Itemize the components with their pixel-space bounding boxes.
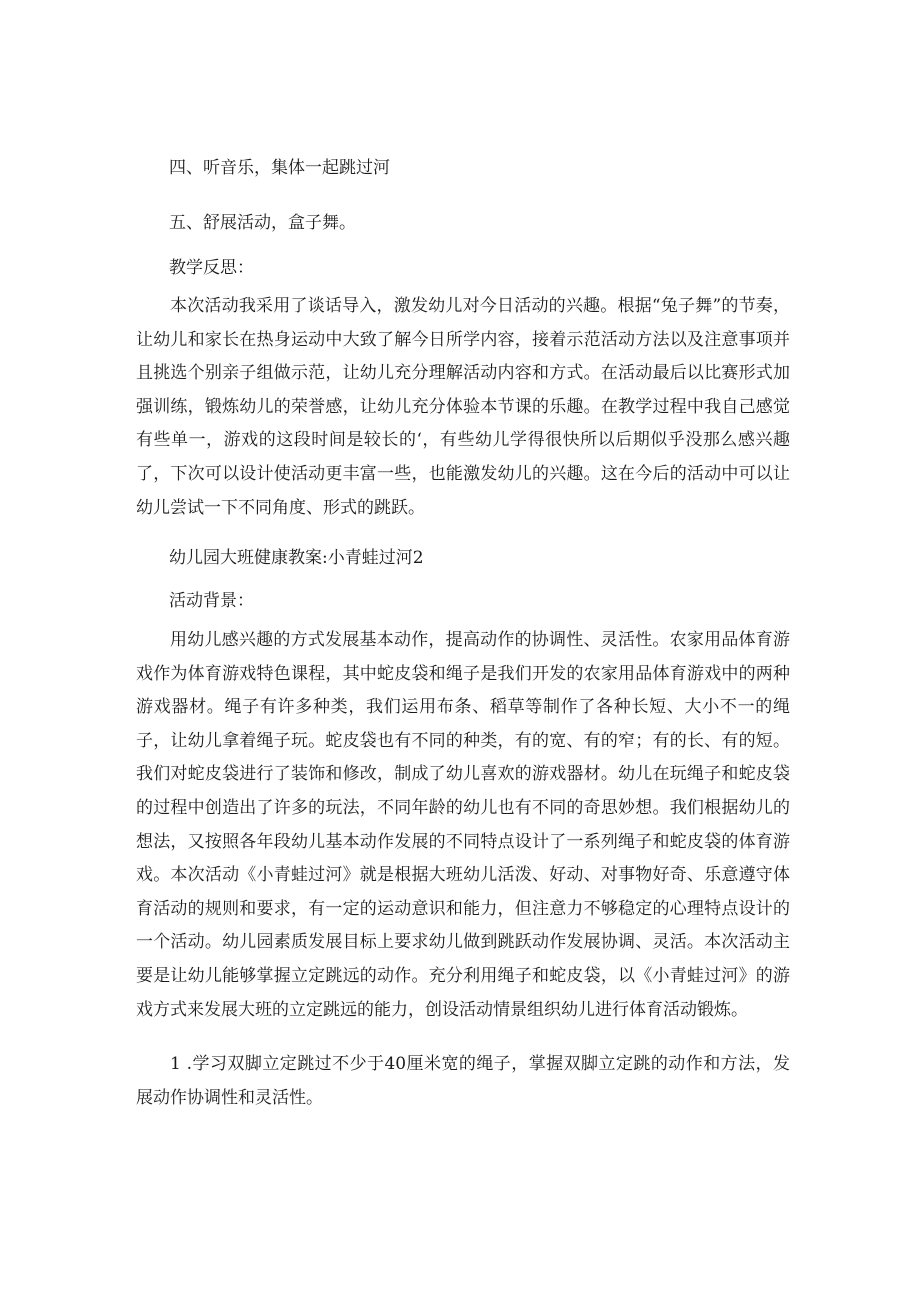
background-heading: 活动背景： bbox=[169, 591, 254, 611]
lesson-title: 幼儿园大班健康教案:小青蛙过河2 bbox=[169, 548, 424, 568]
background-paragraph: 用幼儿感兴趣的方式发展基本动作，提高动作的协调性、灵活性。农家用品体育游戏作为体育游戏特色课程，其中蛇皮袋和绳子是我们开发的农家用品体育游戏中的两种游戏器材。绳子有许多种类，我们运用布条、稻草等制作了各种长短、大小不一的绳子，让幼儿拿着绳子玩。蛇皮袋也有不同的种类，有的宽、有的窄；有的长、有的短。我们对蛇皮袋进行了装饰和修改，制成了幼儿喜欢的游戏器材。幼儿在玩绳子和蛇皮袋的过程中创造出了许多的玩法，不同年龄的幼儿也有不同的奇思妙想。我们根据幼儿的想法，又按照各年段幼儿基本动作发展的不同特点设计了一系列绳子和蛇皮袋的体育游戏。本次活动《小青蛙过河》就是根据大班幼儿活泼、好动、对事物好奇、乐意遵守体育活动的规则和要求，有一定的运动意识和能力，但注意力不够稳定的心理特点设计的一个活动。幼儿园素质发展目标上要求幼儿做到跳跃动作发展协调、灵活。本次活动主要是让幼儿能够掌握立定跳远的动作。充分利用绳子和蛇皮袋，以《小青蛙过河》的游戏方式来发展大班的立定跳远的能力，创设活动情景组织幼儿进行体育活动锻炼。 bbox=[136, 630, 790, 1020]
section-four-heading: 四、听音乐，集体一起跳过河 bbox=[169, 158, 390, 178]
reflection-paragraph: 本次活动我采用了谈话导入，激发幼儿对今日活动的兴趣。根据“兔子舞”的节奏，让幼儿和家长在热身运动中大致了解今日所学内容，接着示范活动方法以及注意事项并且挑选个别亲子组做示范，让幼儿充分理解活动内容和方式。在活动最后以比赛形式加强训练，锻炼幼儿的荣誉感，让幼儿充分体验本节课的乐趣。在教学过程中我自己感觉有些单一，游戏的这段时间是较长的‘，有些幼儿学得很快所以后期似乎没那么感兴趣了，下次可以设计使活动更丰富一些，也能激发幼儿的兴趣。这在今后的活动中可以让幼儿尝试一下不同角度、形式的跳跃。 bbox=[136, 296, 790, 518]
section-five-heading: 五、舒展活动，盒子舞。 bbox=[169, 213, 356, 233]
goal-item-1: 1 .学习双脚立定跳过不少于40厘米宽的绳子，掌握双脚立定跳的动作和方法，发展动作协调性和灵活性。 bbox=[136, 1054, 790, 1108]
reflection-heading: 教学反思： bbox=[169, 258, 254, 278]
